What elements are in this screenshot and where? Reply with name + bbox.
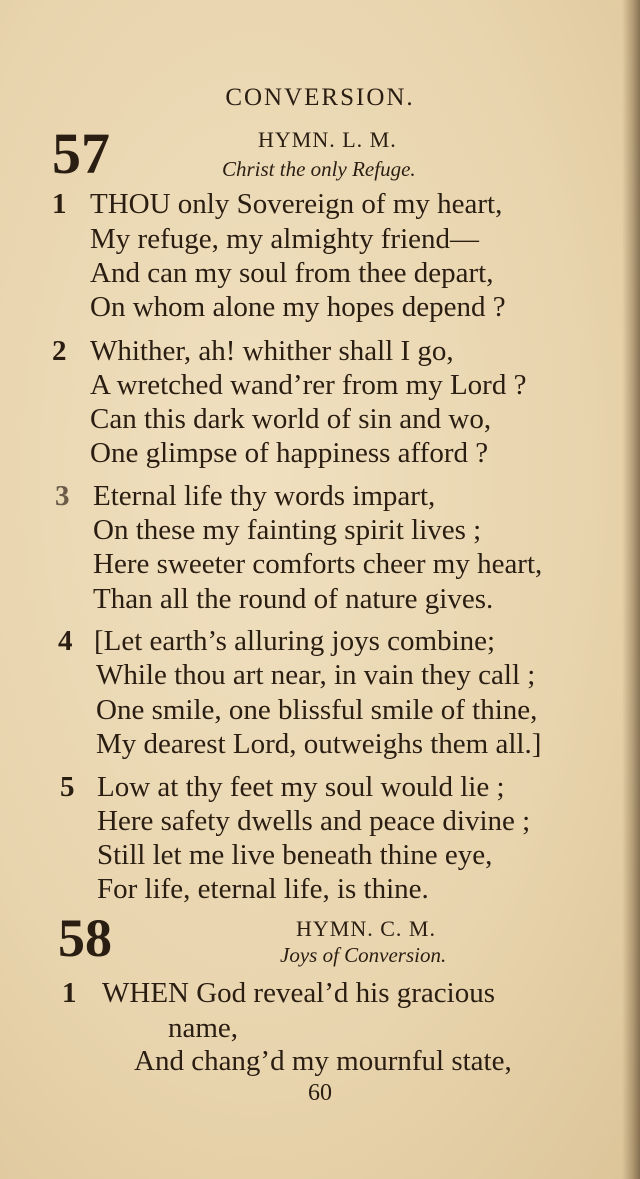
verse-number: 2	[52, 335, 67, 367]
verse-line: THOU only Sovereign of my heart,	[90, 188, 503, 220]
verse-line: Still let me live beneath thine eye,	[97, 839, 493, 871]
verse-line: Whither, ah! whither shall I go,	[90, 335, 454, 367]
verse-line: Eternal life thy words impart,	[93, 480, 436, 512]
verse-line: Here sweeter comforts cheer my heart,	[93, 548, 543, 580]
hymn-number: 57	[52, 121, 110, 186]
verse-line: On whom alone my hopes depend ?	[90, 291, 506, 323]
verse-line: Here safety dwells and peace divine ;	[97, 805, 531, 837]
verse-number: 1	[52, 188, 67, 220]
verse-line: One glimpse of happiness afford ?	[90, 437, 489, 469]
verse-line: WHEN God reveal’d his gracious	[102, 977, 495, 1009]
verse-number: 3	[55, 480, 70, 512]
verse-line: A wretched wand’rer from my Lord ?	[90, 369, 527, 401]
verse-line: name,	[168, 1012, 239, 1044]
hymn-subtitle: Joys of Conversion.	[280, 943, 447, 967]
hymn-subtitle: Christ the only Refuge.	[222, 157, 416, 181]
page-edge-shadow	[622, 0, 640, 1179]
verse-line: And chang’d my mournful state,	[134, 1045, 512, 1077]
verse-line: My refuge, my almighty friend—	[90, 223, 479, 255]
verse-line: Than all the round of nature gives.	[93, 583, 494, 615]
verse-line: And can my soul from thee depart,	[90, 257, 494, 289]
verse-number: 4	[58, 625, 73, 657]
verse-line: Low at thy feet my soul would lie ;	[97, 771, 505, 803]
verse-line: [Let earth’s alluring joys combine;	[94, 625, 496, 657]
page-number: 60	[308, 1080, 332, 1106]
hymn-heading: HYMN. L. M.	[258, 127, 397, 152]
hymn-number: 58	[58, 908, 112, 968]
verse-line: For life, eternal life, is thine.	[97, 873, 429, 905]
verse-line: Can this dark world of sin and wo,	[90, 403, 492, 435]
verse-line: My dearest Lord, outweighs them all.]	[96, 728, 542, 760]
verse-line: On these my fainting spirit lives ;	[93, 514, 482, 546]
verse-number: 1	[62, 977, 77, 1009]
hymn-heading: HYMN. C. M.	[296, 916, 436, 941]
verse-line: While thou art near, in vain they call ;	[96, 659, 536, 691]
verse-line: One smile, one blissful smile of thine,	[96, 694, 538, 726]
verse-number: 5	[60, 771, 75, 803]
section-title: CONVERSION.	[225, 84, 415, 111]
